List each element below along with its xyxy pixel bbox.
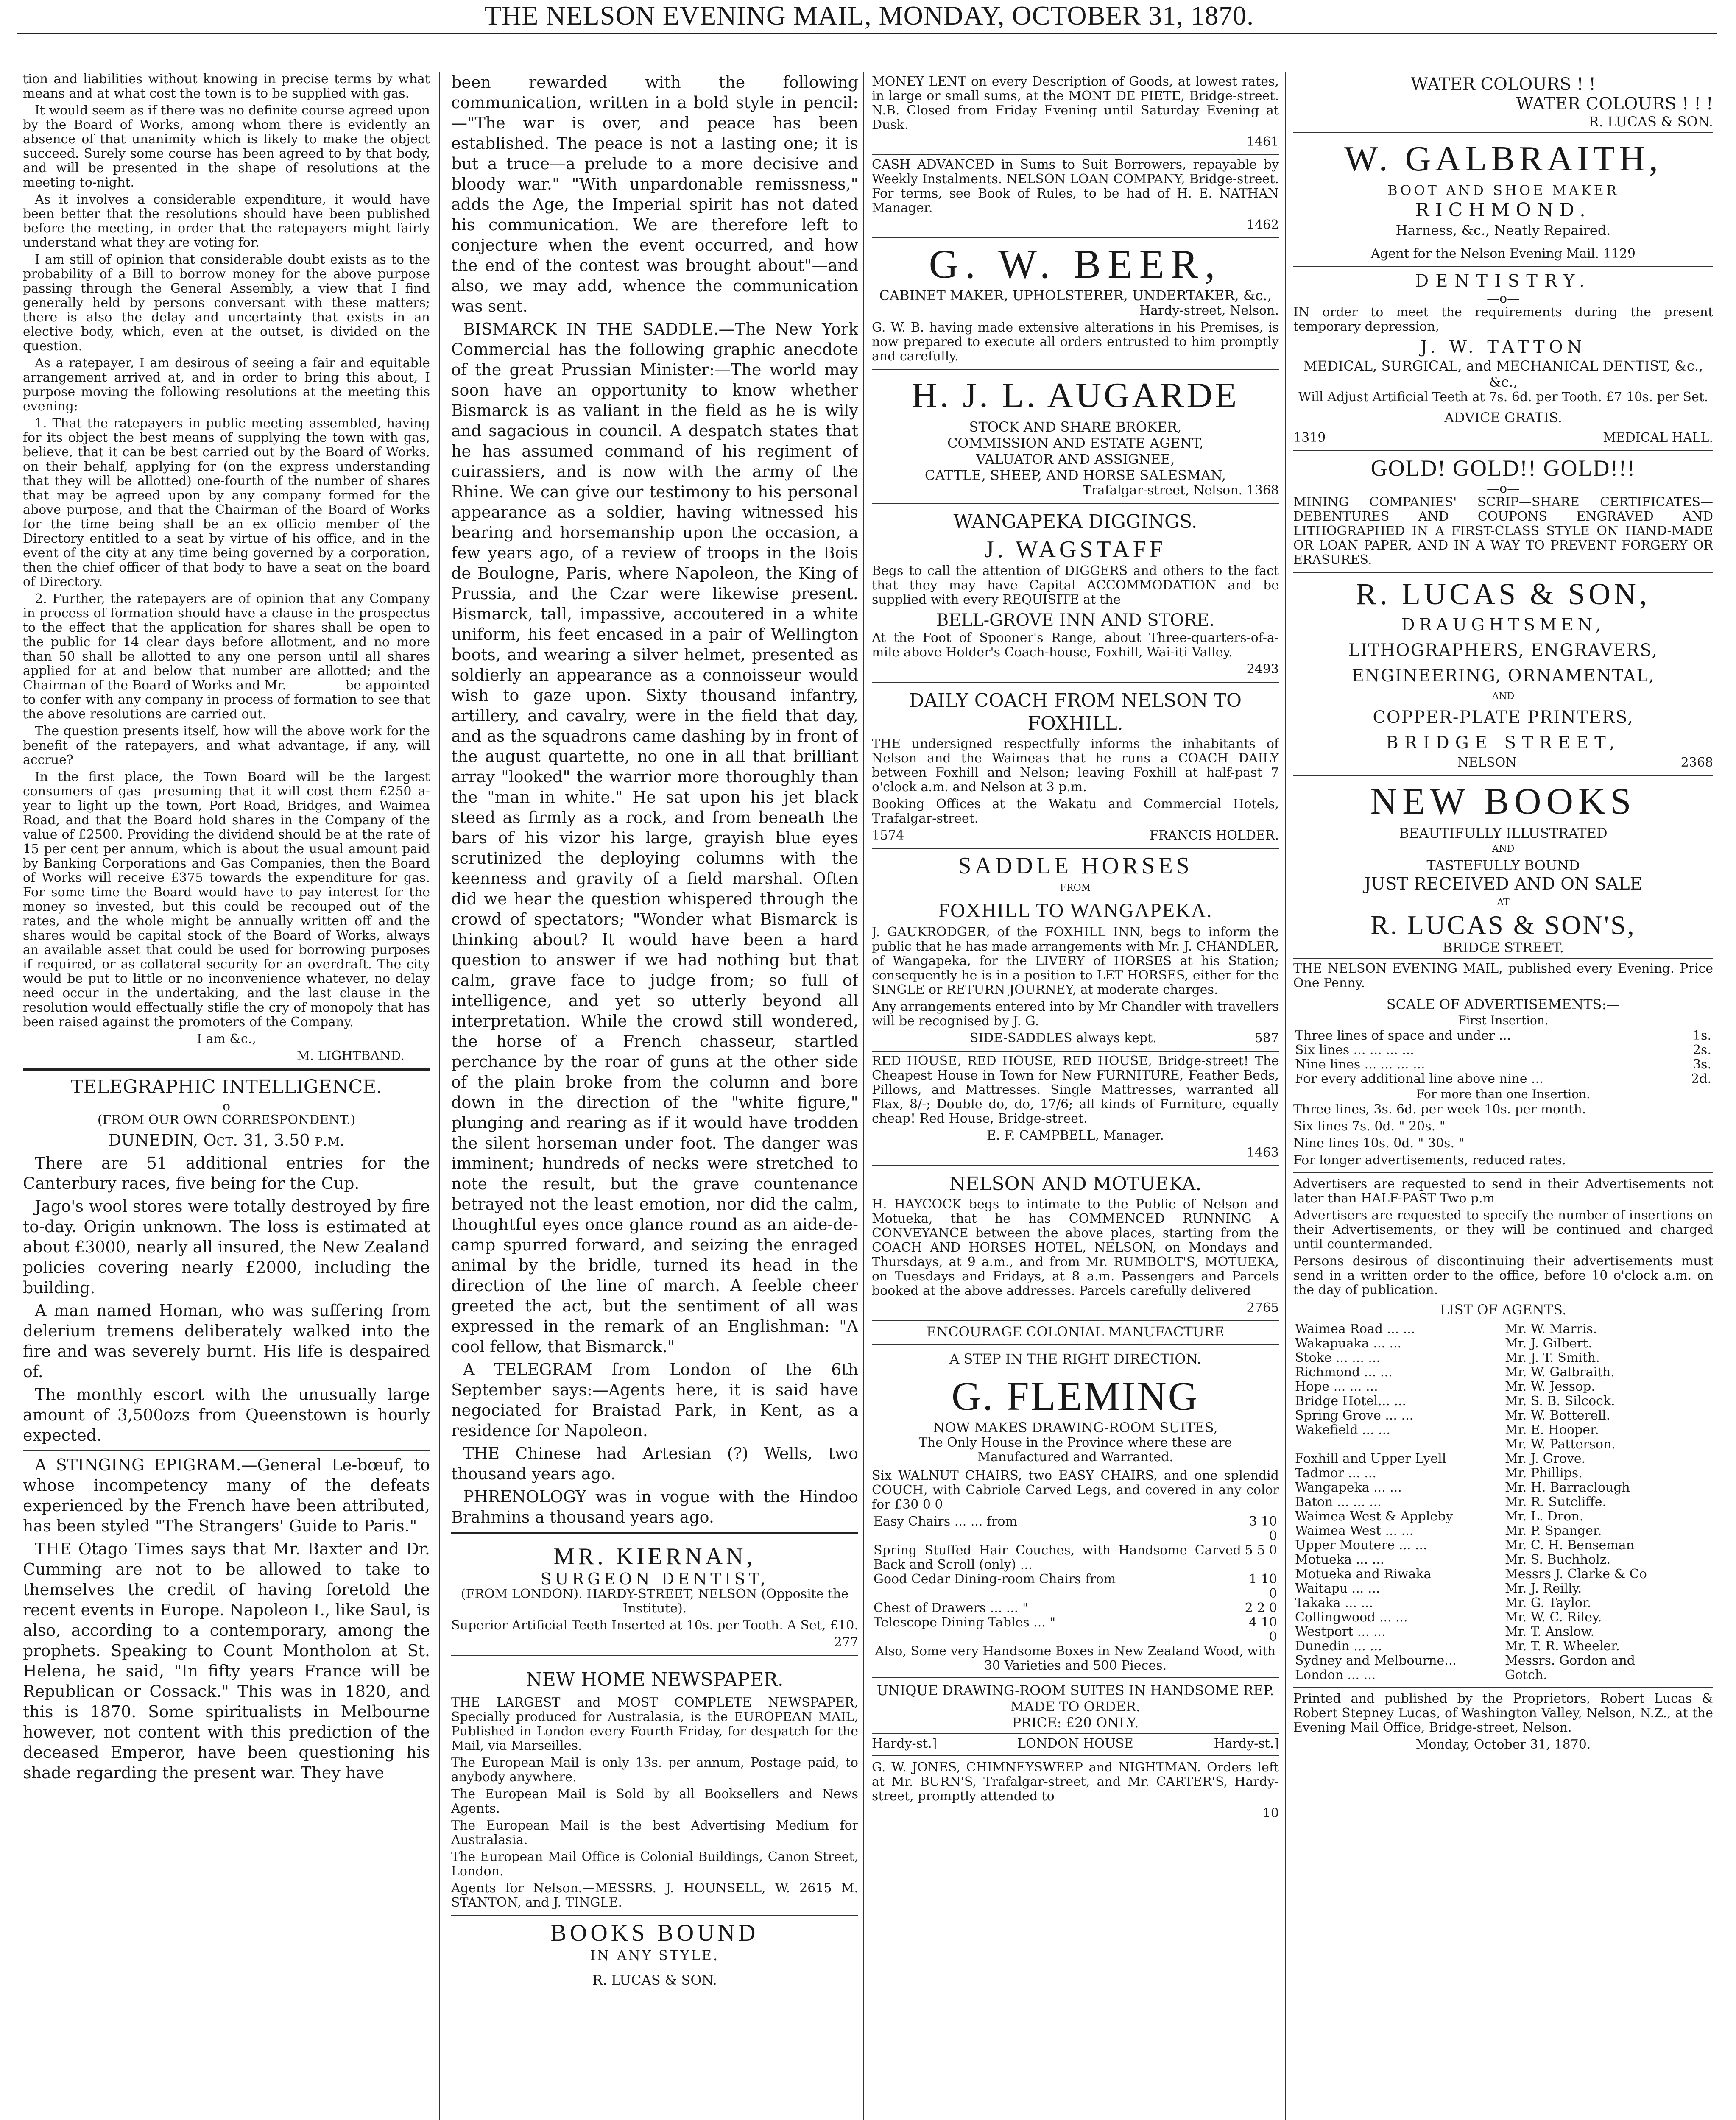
agent-name: Mr. E. Hooper. [1505,1423,1599,1437]
advert-from: FROM [1060,883,1091,893]
price-item: Telescope Dining Tables ... " [874,1615,1056,1630]
advert-hall: MEDICAL HALL. [1603,430,1713,445]
agent-row [1293,1409,1713,1423]
agent-name: Mr. G. Taylor. [1505,1596,1591,1610]
scale-table [1293,1029,1713,1086]
letter-paragraph: 1. That the ratepayers in public meeting assembled, having for its object the best means of supplying the town with gas, believe, that it can be best carried out by the Board of Works, on their behalf, applying for (on the express understanding that they will be allotted) one-fourth of the number of shares that may be agreed upon by any company formed for the above purpose, and that the Chairman of the Board of Works for the time being shall be an ex officio member of the Directory entitled to a seat by virtue of his office, and in the event of the city at any time being governed by a corporation, then the chief officer of that body to have a seat on the board of Directory. [23,416,430,589]
advert-number: 277 [834,1635,858,1650]
price-item: Spring Stuffed Hair Couches, with Handsome Carved Back and Scroll (only) ... [874,1543,1241,1572]
advert-beer [872,238,1279,370]
telegraphic-source: (FROM OUR OWN CORRESPONDENT.) [97,1113,356,1127]
advert-title: H. J. L. AUGARDE [911,376,1239,415]
advert-books-bound [451,1916,858,1991]
advert-wagstaff [872,504,1279,683]
advert-gold: GOLD! GOLD!! GOLD!!! —o— MINING COMPANIES' SCRIP—SHARE CERTIFICATES—DEBENTURES AND COUPONS ENGRAVED AND LITHOGRAPHED IN A FIRST-CLASS STYLE ON HAND-MADE OR LOAN PAPER, AND IN A WAY TO PREVENT FORGERY OR ERASURES. [1293,451,1713,573]
price-row [872,1601,1279,1615]
advert-signature: FRANCIS HOLDER. [1150,828,1279,843]
agent-place: Collingwood ... ... [1295,1610,1408,1625]
column-rule [863,72,864,2120]
advert-heading: DENTISTRY. [1415,271,1591,291]
agent-row [1293,1322,1713,1336]
telegraphic-heading: TELEGRAPHIC INTELLIGENCE. [70,1076,382,1098]
advert-and: AND [1492,691,1515,702]
advert-text: The Only House in the Province where these are Manufactured and Warranted. [918,1435,1232,1464]
advert-text: Booking Offices at the Wakatu and Commercial Hotels, Trafalgar-street. [872,797,1279,826]
agent-row [1293,1466,1713,1481]
agent-name: Mr. J. T. Smith. [1505,1350,1600,1365]
letter-signature: M. LIGHTBAND. [296,1049,405,1063]
advert-note: SIDE-SADDLES always kept. [969,1031,1157,1046]
advert-text: Any arrangements entered into by Mr Chandler with travellers will be recognised by J. G. [872,999,1279,1029]
advert-line: COPPER-PLATE PRINTERS, [1373,708,1634,727]
price-value: 1 10 0 [1249,1572,1277,1601]
advert-route: FOXHILL TO WANGAPEKA. [938,899,1213,922]
scale-more-row: Six lines 7s. 0d. " 20s. " [1293,1119,1446,1134]
agent-row [1293,1567,1713,1582]
news-paragraph: A STINGING EPIGRAM.—General Le-bœuf, to whose incompetency many of the defeats experienced by the French have been attributed, has been styled "The Strangers' Guide to Paris." [23,1456,430,1535]
agent-place: Bridge Hotel... ... [1295,1394,1407,1409]
advert-subtitle: CABINET MAKER, UPHOLSTERER, UNDERTAKER, &c., [879,287,1272,304]
advert-number: 1462 [1246,218,1279,232]
advert-title: BOOKS BOUND [550,1920,759,1946]
agent-row [1293,1538,1713,1553]
column-rule [1285,72,1286,2120]
agent-row [1293,1625,1713,1639]
agent-place: Hope ... ... ... [1295,1379,1378,1394]
price-item: Easy Chairs ... ... from [874,1514,1017,1529]
agent-name: Mr. J. Gilbert. [1505,1336,1592,1351]
advert-water-colours [1293,72,1713,133]
advert-title: R. LUCAS & SON, [1356,577,1651,611]
advert-line: COMMISSION AND ESTATE AGENT, [947,435,1204,451]
advert-subtitle: Harness, &c., Neatly Repaired. [1395,222,1611,238]
newspaper-heading: NEW HOME NEWSPAPER. [526,1669,784,1690]
price-value: 2 2 0 [1245,1601,1277,1615]
advert-line: BEAUTIFULLY ILLUSTRATED [1399,825,1608,841]
agent-row [1293,1654,1713,1668]
telegraphic-dateline: DUNEDIN, Oct. 31, 3.50 p.m. [108,1131,345,1149]
agent-name: Mr. P. Spanger. [1505,1523,1602,1538]
agent-place: Motueka ... ... [1295,1552,1384,1567]
masthead-rule-top [17,33,1717,34]
news-paragraph: BISMARCK IN THE SADDLE.—The New York Commercial has the following graphic anecdote of the great Prussian Minister:—The world may soon have an opportunity to know whether Bismarck is as valiant in the field as he is wily and sagacious in council. A despatch states that he has assumed command of his regiment of cuirassiers, and is now with the army of the Rhine. We can give our testimony to his personal appearance as a soldier, having witnessed his bearing and horsemanship upon the occasion, a few years ago, of a review of troops in the Bois de Boulogne, Paris, where Napoleon, the King of Prussia, and the Czar were likewise present. Bismarck, tall, impassive, accoutered in a white uniform, his feet encased in a pair of Wellington boots, and wearing a silver helmet, presented as soldierly an appearance as a connoisseur would wish to gaze upon. Sixty thousand infantry, artillery, and cavalry, were in the field that day, and as the squadrons came dashing by in front of the august quartette, no one in all that brilliant array "looked" the warrior more thoroughly than the "man in white." He sat upon his jet black steed as firmly as a rock, and from beneath the bars of his vizor his large, grayish blue eyes scrutinized the deploying columns with the keenness and gravity of a field marshal. Often did we hear the question whispered through the crowd of spectators; "Wonder what Bismarck is thinking about? It would have been a hard question to answer if we had nothing but that calm, grave face to judge from; so full of intelligence, and yet so utterly beyond all interpretation. While the crowd still wondered, the horse of a French chasseur, startled perchance by the roar of guns at the other side of the plain broke from the column and bore down in the direction of the "white figure," plunging and rearing as if it would have trodden the silent horseman under foot. The danger was imminent; hundreds of necks were stretched to note the result, but the grave countenance betrayed not the least emotion, nor did the calm, thoughtful eyes once glance round as an aide-de-camp spurred forward, and seizing the enraged animal by the bridle, turned its head in the direction of the line of march. A feeble cheer greeted the act, but the sentiment of all was expressed in the remark of an Englishman: "A cool fellow, that Bismarck." [451,320,858,1356]
advert-red-house [872,1052,1279,1166]
agent-place: Motueka and Riwaka [1295,1567,1432,1582]
advert-firm: R. LUCAS & SON'S, [1370,910,1636,940]
agent-place: Dunedin ... ... [1295,1639,1382,1654]
agent-name: Mr. S. Buchholz. [1505,1552,1611,1567]
agent-place: Waimea West & Appleby [1295,1509,1453,1524]
advert-line: CATTLE, SHEEP, AND HORSE SALESMAN, [924,467,1226,483]
column-2 [451,72,858,2120]
advert-number: 1461 [1246,134,1279,149]
agent-name: Mr. T. Anslow. [1505,1624,1595,1639]
london-house-title: LONDON HOUSE [1017,1736,1133,1751]
price-row [872,1515,1279,1543]
advert-text: Agents for Nelson.—MESSRS. J. HOUNSELL, W. 2615 M. STANTON, and J. TINGLE. [451,1881,858,1910]
advert-text: H. HAYCOCK begs to intimate to the Public of Nelson and Motueka, that he has COMMENCED RUNNING A CONVEYANCE between the above places, starting from the COACH AND HORSES HOTEL, NELSON, on Mondays and Thursdays, at 9 a.m., and from Mr. RUMBOLT'S, MOTUEKA, on Tuesdays and Fridays, at 8 a.m. Passengers and Parcels booked at the above addresses. Parcels carefully delivered [872,1197,1279,1298]
news-paragraph: PHRENOLOGY was in vogue with the Hindoo Brahmins a thousand years ago. [451,1487,858,1526]
agent-name: Messrs. Gordon and [1505,1653,1635,1668]
agent-name: Mr. J. Reilly. [1505,1581,1582,1596]
agent-row [1293,1639,1713,1654]
telegraphic-item: There are 51 additional entries for the Canterbury races, five being for the Cup. [23,1154,430,1193]
agent-place: Wangapeka ... ... [1295,1480,1402,1495]
agent-row [1293,1610,1713,1625]
scale-label: Nine lines ... ... ... ... [1295,1057,1425,1072]
column-1 [23,72,430,2120]
agent-row [1293,1394,1713,1409]
agent-place: Wakapuaka ... ... [1295,1336,1401,1351]
agent-row [1293,1423,1713,1437]
advert-jones [872,1734,1279,1826]
advert-text: Six WALNUT CHAIRS, two EASY CHAIRS, and one splendid COUCH, with Cabriole Carved Legs, and covered in any color for £30 0 0 [872,1468,1279,1512]
advert-signature: E. F. CAMPBELL, Manager. [987,1128,1164,1143]
agent-name: Mr. W. Patterson. [1505,1437,1616,1452]
advert-street: BRIDGE STREET. [1443,940,1564,956]
advert-title: WATER COLOURS ! ! [1410,75,1596,94]
agent-place: London ... ... [1295,1668,1376,1682]
agent-name: Mr. R. Sutcliffe. [1505,1495,1607,1509]
agent-place: Tadmor ... ... [1295,1466,1376,1481]
advert-number: 2368 [1680,755,1713,770]
advert-price: PRICE: £20 ONLY. [1012,1715,1139,1731]
imprint-text: Printed and published by the Proprietors, Robert Lucas & Robert Stepney Lucas, of Washington Valley, Nelson, N.Z., at the Evening Mail Office, Bridge-street, Nelson. [1293,1691,1713,1735]
agent-row [1293,1365,1713,1380]
scale-more-row: Three lines, 3s. 6d. per week 10s. per month. [1293,1102,1586,1117]
scale-first: First Insertion. [1458,1013,1549,1027]
letter-sign-off: I am &c., [197,1032,256,1046]
scale-label: For every additional line above nine ... [1295,1071,1543,1086]
advert-store: BELL-GROVE INN AND STORE. [936,611,1215,630]
notice-text: Persons desirous of discontinuing their advertisements must send in a written order to the office, before 10 o'clock a.m. on the day of publication. [1293,1254,1713,1297]
advert-text: MONEY LENT on every Description of Goods, at lowest rates, in large or small sums, at the MONT DE PIETE, Bridge-street. N.B. Closed from Friday Evening until Saturday Evening at Dusk. [872,74,1279,132]
agent-place: Stoke ... ... ... [1295,1350,1381,1365]
agent-row [1293,1452,1713,1466]
scale-price: 2d. [1691,1071,1711,1086]
advert-heading: ENCOURAGE COLONIAL MANUFACTURE [926,1324,1225,1340]
scale-more: For more than one Insertion. [1416,1087,1590,1101]
advert-number: 1463 [1246,1145,1279,1160]
agent-name: Mr. W. Galbraith. [1505,1365,1615,1380]
agent-row [1293,1668,1713,1682]
agent-place: Waimea West ... ... [1295,1523,1414,1538]
advert-firm: R. LUCAS & SON. [1588,114,1713,130]
advert-line: JUST RECEIVED AND ON SALE [1364,874,1642,894]
scale-price: 3s. [1692,1057,1711,1072]
section-rule [451,1532,858,1534]
advert-title: J. W. TATTON [1420,338,1586,357]
advert-number: 1368 [1246,483,1279,498]
column-3 [872,72,1279,2120]
agents-heading: LIST OF AGENTS. [1440,1302,1567,1318]
masthead: THE NELSON EVENING MAIL, MONDAY, OCTOBER 31, 1870. [484,0,1254,31]
scale-row [1293,1029,1713,1043]
advert-title: J. WAGSTAFF [985,536,1166,563]
letter-paragraph: It would seem as if there was no definite course agreed upon by the Board of Works, among whom there is evidently an absence of that unanimity which is likely to make the object succeed. Surely some course has been agreed to by that body, and will be presented in the shape of resolutions at the meeting to-night. [23,103,430,190]
advert-address: Trafalgar-street, Nelson. [1083,483,1243,498]
advert-new-books [1293,776,1713,959]
letter-paragraph: 2. Further, the ratepayers are of opinion that any Company in process of formation should have a clause in the prospectus to the effect that the application for shares shall be open to the public for 14 clear days before allotment, and no more than 50 shall be allotted to any one person until all shares applied for at and below that number are allotted; and the Chairman of the Board of Works and Mr. ———— be appointed to confer with any company in process of formation to see that the above resolutions are carried out. [23,591,430,722]
advert-cash-advanced [872,155,1279,238]
scale-price: 1s. [1692,1028,1711,1043]
london-house-right: Hardy-st.] [1214,1736,1279,1751]
advert-suites: UNIQUE DRAWING-ROOM SUITES IN HANDSOME REP. MADE TO ORDER. [876,1682,1274,1715]
agent-row [1293,1351,1713,1365]
agent-name: Mr. S. B. Silcock. [1505,1394,1615,1409]
scale-label: Three lines of space and under ... [1295,1028,1511,1043]
price-item: Chest of Drawers ... ... " [874,1601,1028,1615]
letter-paragraph: As it involves a considerable expenditure, it would have been better that the resolutions should have been published before the meeting, in order that the ratepayers might fairly understand what they are voting for. [23,192,430,250]
agent-name: Mr. W. Marris. [1505,1322,1597,1336]
advert-title: WATER COLOURS ! ! ! [1516,94,1713,114]
advert-line: VALUATOR AND ASSIGNEE, [976,451,1175,467]
advert-number: 1574 [872,828,904,843]
agent-name: Gotch. [1505,1668,1547,1682]
advert-line: LITHOGRAPHERS, ENGRAVERS, [1348,641,1658,660]
scale-row [1293,1072,1713,1086]
scale-row [1293,1043,1713,1057]
advert-text: The European Mail is only 13s. per annum, Postage paid, to anybody anywhere. [451,1755,858,1785]
advert-title: GOLD! GOLD!! GOLD!!! [1370,455,1636,481]
price-row [872,1543,1279,1572]
scale-more-row: Nine lines 10s. 0d. " 30s. " [1293,1136,1465,1151]
agent-name: Mr. Phillips. [1505,1466,1582,1481]
news-paragraph: THE Otago Times says that Mr. Baxter and Dr. Cumming are not to be allowed to take to themselves the credit of having foretold the recent events in Europe. Napoleon I., like Saul, is also, according to a contemporary, among the prophets. Speaking to Count Montholon at St. Helena, he said, "In fifty years France will be Republican or Cossack." This was in 1820, and this is 1870. Some spiritualists in Melbourne however, not content with this prediction of the deceased Emperor, have been questioning his shade regarding the present war. They have [23,1540,430,1782]
agent-row [1293,1495,1713,1509]
notice-text: Advertisers are requested to send in their Advertisements not later than HALF-PAST Two p.m [1293,1177,1713,1206]
agent-place: Richmond ... ... [1295,1365,1393,1380]
agent-name: Mr. L. Dron. [1505,1509,1584,1524]
advert-number: 10 [1262,1806,1279,1821]
column-4 [1293,72,1713,2120]
advert-text: MINING COMPANIES' SCRIP—SHARE CERTIFICATES—DEBENTURES AND COUPONS ENGRAVED AND LITHOGRAPHED IN A FIRST-CLASS STYLE ON HAND-MADE OR LOAN PAPER, AND IN A WAY TO PREVENT FORGERY OR ERASURES. [1293,495,1713,567]
agent-name: Messrs J. Clarke & Co [1505,1567,1647,1582]
agent-place: Sydney and Melbourne... [1295,1653,1457,1668]
advert-galbraith [1293,133,1713,267]
advert-subtitle: IN ANY STYLE. [590,1947,720,1964]
imprint-date: Monday, October 31, 1870. [1415,1737,1591,1752]
advert-saddle-horses [872,849,1279,1052]
agent-place: Waimea Road ... ... [1295,1322,1415,1336]
advert-text: THE undersigned respectfully informs the inhabitants of Nelson and the Waimeas that he runs a COACH DAILY between Foxhill and Nelson; leaving Foxhill at half-past 7 o'clock a.m. and Nelson at 3 p.m. [872,736,1279,795]
advert-text: J. GAUKRODGER, of the FOXHILL INN, begs to inform the public that he has made arrangements with Mr. J. CHANDLER, of Wangapeka, for the LIVERY of HORSES at his Station; consequently he is in a position to LET HORSES, either for the SINGLE or RETURN JOURNEY, at moderate charges. [872,925,1279,997]
advert-line: DRAUGHTSMEN, [1401,615,1605,635]
news-paragraph: THE Chinese had Artesian (?) Wells, two thousand years ago. [451,1444,858,1483]
agent-place: Wakefield ... ... [1295,1423,1390,1437]
section-rule [23,1450,430,1451]
agent-name: Mr. W. C. Riley. [1505,1610,1602,1625]
advert-line: TASTEFULLY BOUND [1426,857,1580,873]
letter-paragraph: The question presents itself, how will the above work for the benefit of the ratepayers, and what advantage, if any, will accrue? [23,724,430,767]
advert-number: 2493 [1246,662,1279,677]
agents-table [1293,1322,1713,1682]
advert-title: MR. KIERNAN, [553,1543,756,1570]
advert-text: Will Adjust Artificial Teeth at 7s. 6d. per Tooth. £7 10s. per Set. [1298,390,1708,404]
agent-place: Spring Grove ... ... [1295,1408,1414,1423]
advert-text: The European Mail is Sold by all Booksellers and News Agents. [451,1787,858,1816]
agent-row [1293,1553,1713,1567]
advert-number: 587 [1254,1031,1279,1046]
advert-line: STOCK AND SHARE BROKER, [969,419,1182,435]
ornament-dash: ——o—— [197,1099,256,1114]
advert-title: NEW BOOKS [1370,781,1636,822]
advert-text: Also, Some very Handsome Boxes in New Zealand Wood, with 30 Varieties and 500 Pieces. [875,1644,1276,1673]
advert-subtitle: SURGEON DENTIST, [540,1570,769,1588]
advert-dentistry: DENTISTRY. —o— IN order to meet the requirements during the present temporary depression, J. W. TATTON MEDICAL, SURGICAL, and MECHANICAL DENTIST, &c., &c., Will Adjust Artificial Teeth at 7s. 6d. per Tooth. £7 10s. per Set. ADVICE GRATIS. 1319 MEDICAL HALL. [1293,267,1713,451]
agent-place: Waitapu ... ... [1295,1581,1380,1596]
telegraphic-item: The monthly escort with the unusually large amount of 3,500ozs from Queenstown is hourly expected. [23,1385,430,1445]
advert-augarde [872,370,1279,504]
advert-heading: WANGAPEKA DIGGINGS. [953,511,1197,533]
advert-text: IN order to meet the requirements during the present temporary depression, [1293,305,1713,334]
scale-label: Six lines ... ... ... ... [1295,1043,1414,1057]
advert-text: The European Mail Office is Colonial Buildings, Canon Street, London. [451,1849,858,1879]
advert-title: SADDLE HORSES [958,853,1193,879]
price-value: 4 10 0 [1249,1615,1277,1644]
advert-step: A STEP IN THE RIGHT DIRECTION. [949,1351,1201,1367]
agent-place [1293,1437,1503,1452]
advert-agent: Agent for the Nelson Evening Mail. [1371,246,1599,261]
advert-number: 1129 [1603,246,1636,261]
agent-row [1293,1596,1713,1610]
section-rule [23,1068,430,1071]
advert-newspaper [451,1693,858,1916]
price-list [872,1515,1279,1644]
advert-title: G. FLEMING [952,1373,1199,1419]
price-value: 3 10 0 [1249,1514,1277,1543]
advert-line: BRIDGE STREET, [1386,733,1621,753]
price-item: Good Cedar Dining-room Chairs from [874,1572,1116,1587]
advert-line: ENGINEERING, ORNAMENTAL, [1351,666,1655,686]
advert-text: The European Mail is the best Advertising Medium for Australasia. [451,1818,858,1847]
advert-text: THE LARGEST and MOST COMPLETE NEWSPAPER, Specially produced for Australasia, is the EUROPEAN MAIL, Published in London every Fourth Friday, for despatch for the Mail, via Marseilles. [451,1695,858,1753]
advert-text: CASH ADVANCED in Sums to Suit Borrowers, repayable by Weekly Instalments. NELSON LOAN COMPANY, Bridge-street. For terms, see Book of Rules, to be had of H. E. NATHAN Manager. [872,157,1279,215]
agent-name: Mr. C. H. Benseman [1505,1538,1634,1553]
price-value: 5 5 0 [1245,1543,1277,1558]
agent-name: Mr. T. R. Wheeler. [1505,1639,1620,1654]
agent-name: Mr. W. Botterell. [1505,1408,1610,1423]
letter-paragraph: I am still of opinion that considerable doubt exists as to the probability of a Bill to borrow money for the above purpose passing through the General Assembly, a view that I find generally held by persons conversant with these matters; there is also the delay and uncertainty that exists in an elective body, which, even at the outset, is divided on the question. [23,252,430,354]
advert-text: At the Foot of Spooner's Range, about Three-quarters-of-a-mile above Holder's Coach-house, Foxhill, Wai-iti Valley. [872,630,1279,660]
agent-row [1293,1380,1713,1394]
advert-advice: ADVICE GRATIS. [1444,410,1562,426]
advert-heading: DAILY COACH FROM NELSON TO FOXHILL. [909,690,1242,734]
agent-place: Foxhill and Upper Lyell [1295,1451,1446,1466]
advert-number: 1319 [1293,430,1326,445]
agent-place: Takaka ... ... [1295,1596,1373,1610]
advert-address: Hardy-street, Nelson. [1139,303,1279,318]
advert-motueka [872,1166,1279,1321]
advert-and: AND [1492,844,1515,854]
advert-fleming [872,1321,1279,1734]
scale-price: 2s. [1692,1043,1711,1057]
agent-place: Upper Moutere ... ... [1295,1538,1427,1553]
advert-title: W. GALBRAITH, [1344,139,1662,179]
advert-text: G. W. JONES, CHIMNEYSWEEP and NIGHTMAN. Orders left at Mr. BURN'S, Trafalgar-street, and Mr. CARTER'S, Hardy-street, promptly attended to [872,1760,1279,1804]
agent-name: Mr. H. Barraclough [1505,1480,1630,1495]
scale-row [1293,1057,1713,1072]
agent-row [1293,1582,1713,1596]
letter-paragraph: tion and liabilities without knowing in precise terms by what means and at what cost the town is to be supplied with gas. [23,72,430,101]
advert-title: G. W. BEER, [929,241,1222,287]
scale-heading: SCALE OF ADVERTISEMENTS:— [1386,996,1620,1013]
advert-text: RED HOUSE, RED HOUSE, RED HOUSE, Bridge-street! The Cheapest House in Town for New FURNITURE, Feather Beds, Pillows, and Mattresses. Single Mattresses, warranted all Flax, 8/-; Double do, do, 17/6; all kinds of Furniture, equally cheap! Red House, Bridge-street. [872,1054,1279,1126]
advert-text: G. W. B. having made extensive alterations in his Premises, is now prepared to execute all orders entrusted to him promptly and carefully. [872,320,1279,364]
advert-place: RICHMOND. [1415,199,1591,221]
agent-row [1293,1509,1713,1524]
advert-text: Begs to call the attention of DIGGERS and others to the fact that they may have Capital ACCOMMODATION and be supplied with every REQUISITE at the [872,563,1279,607]
advert-coach [872,683,1279,849]
telegraphic-item: A man named Homan, who was suffering from delerium tremens deliberately walked into the fire and was severely burnt. His life is despaired of. [23,1301,430,1381]
agent-name: Mr. W. Jessop. [1505,1379,1595,1394]
advert-subtitle: NOW MAKES DRAWING-ROOM SUITES, [933,1420,1218,1436]
london-house-left: Hardy-st.] [872,1736,937,1751]
agent-place: Westport ... ... [1295,1624,1386,1639]
advert-number: 2765 [1246,1300,1279,1315]
advert-kiernan [451,1540,858,1656]
advert-money-lent [872,72,1279,155]
advert-heading: NELSON AND MOTUEKA. [949,1173,1202,1195]
news-paragraph: A TELEGRAM from London of the 6th September says:—Agents here, it is said have negociated for Braistad Park, in Kent, as a residence for Napoleon. [451,1360,858,1440]
letter-paragraph: As a ratepayer, I am desirous of seeing a fair and equitable arrangement arrived at, and in order to bring this about, I purpose moving the following resolutions at the meeting this evening:— [23,356,430,414]
letter-paragraph: In the first place, the Town Board will be the largest consumers of gas—presuming that it will cost them £250 a-year to light up the town, Port Road, Bridges, and Waimea Road, and that the Board hold shares in the Company of the value of £2500. Providing the dividend should be at the rate of 15 per cent per annum, which is about the usual amount paid by Banking Corporations and Gas Companies, then the Board of Works will receive £375 towards the expenditure for gas. For some time the Board would have to pay interest for the money so invested, but this could be recouped out of the rates, and the whole might be annually written off and the shares would be capital stock of the Board of Works, always an available asset that could be used for borrowing purposes if required, or as collateral security for an overdraft. The city would be put to little or no inconvenience whatever, no delay need occur in the undertaking, and the last clause in the resolution would effectually stifle the cry of monopoly that has been raised against the promoters of the Company. [23,770,430,1029]
news-paragraph: been rewarded with the following communication, written in a bold style in pencil:—"The war is over, and peace has been established. The peace is not a lasting one; it is but a truce—a prelude to a more decisive and bloody war." "With unpardonable remissness," adds the Age, the Imperial spirit has not dated his communication. We are therefore left to conjecture when the event occurred, and how the end of the contest was brought about"—and also, we may add, whence the communication was sent. [451,73,858,315]
scale-longer: For longer advertisements, reduced rates. [1293,1153,1566,1168]
column-rule [439,72,440,2120]
advert-at: AT [1497,897,1510,908]
publication-text: THE NELSON EVENING MAIL, published every Evening. Price One Penny. [1293,961,1713,990]
advert-address: (FROM LONDON). HARDY-STREET, NELSON (Opposite the Institute). [461,1587,849,1616]
telegraphic-item: Jago's wool stores were totally destroyed by fire to-day. Origin unknown. The loss is estimated at about £3000, nearly all insured, the New Zealand policies covering nearly £2000, including the building. [23,1197,430,1297]
agent-place: Baton ... ... ... [1295,1495,1382,1509]
advert-firm: R. LUCAS & SON. [592,1972,717,1988]
agent-name: Mr. J. Grove. [1505,1451,1586,1466]
notice-text: Advertisers are requested to specify the number of insertions on their Advertisements, or they will be continued and charged until countermanded. [1293,1208,1713,1252]
advert-text: Superior Artificial Teeth Inserted at 10s. per Tooth. A Set, £10. [451,1618,858,1633]
publication-notice [1293,959,1713,1757]
advert-trade: BOOT AND SHOE MAKER [1387,182,1619,198]
agent-row [1293,1437,1713,1452]
advert-lucas [1293,573,1713,776]
advert-place: NELSON [1457,755,1517,770]
price-row [872,1615,1279,1644]
advert-line: MEDICAL, SURGICAL, and MECHANICAL DENTIST, &c., &c., [1303,358,1703,390]
agent-row [1293,1336,1713,1351]
agent-row [1293,1481,1713,1495]
agent-row [1293,1524,1713,1538]
price-row [872,1572,1279,1601]
